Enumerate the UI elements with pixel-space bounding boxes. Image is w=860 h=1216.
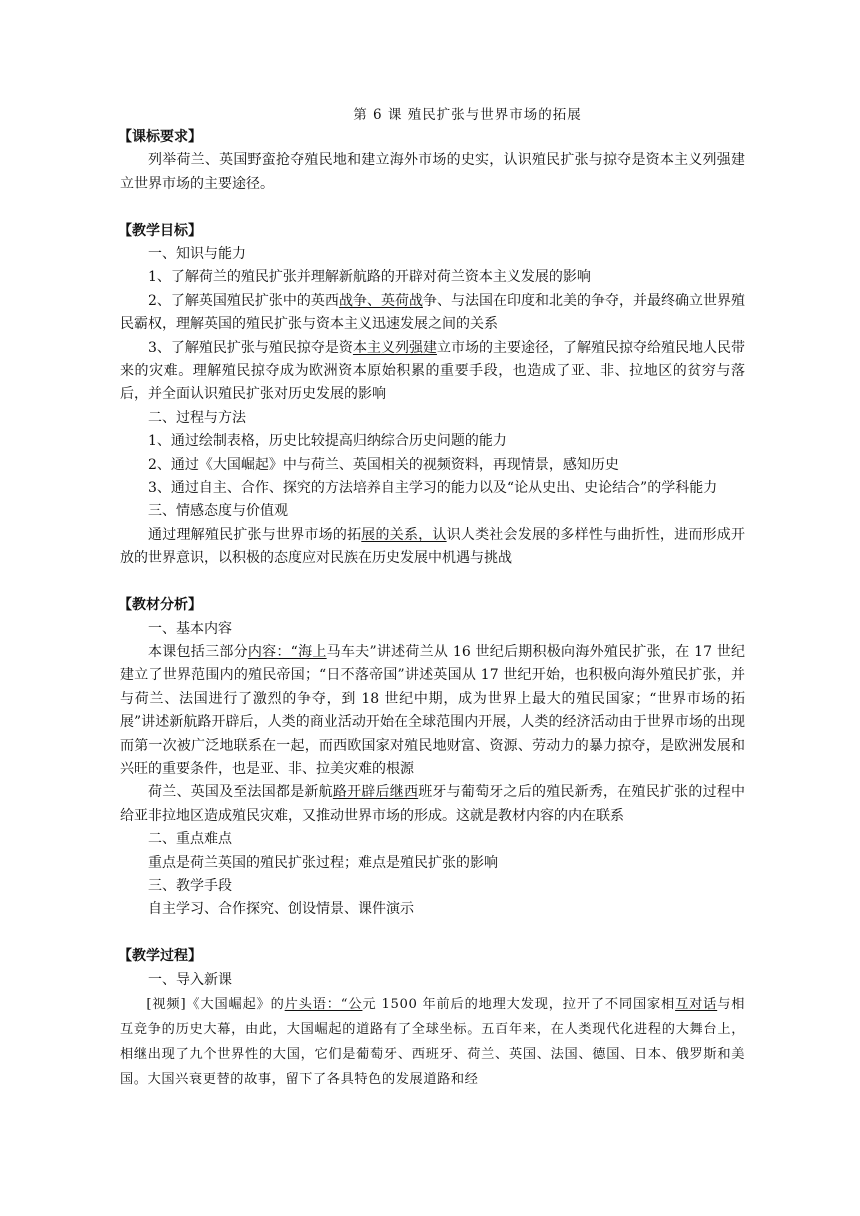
text-run: 立市场的主要途径，了解殖民掠夺给殖民地人民带来的灾难。理解殖民掠夺成为欧洲资本原始积累的重要手段，也造成了亚、非、拉地区的贫穷与落后，并全面认识殖民扩张对历史发展的影响: [120, 339, 745, 403]
underlined-text: 互对话: [675, 996, 718, 1012]
paragraph-curriculum: 列举荷兰、英国野蛮抢夺殖民地和建立海外市场的史实，认识殖民扩张与掠夺是资本主义列强建立世界市场的主要途径。: [120, 152, 745, 192]
text-run: 元 1500 年前后的地理大发现，拉开了不同国家相: [362, 996, 676, 1012]
document-page: [120, 100, 745, 1092]
text-run: 班牙与葡萄牙之后的殖民新秀，在殖民扩张的过程中给亚非拉地区造成殖民灾难，又推动世界市场的形成。这就是教材内容的内在联系: [120, 784, 746, 824]
text-run: 2、了解英国殖民扩张中的英西: [148, 292, 339, 309]
text-run: 3、了解殖民扩张与殖民掠夺是资: [148, 339, 353, 356]
text-run: 与相互竞争的历史大幕，由此，大国崛起的道路有了全球坐标。五百年来，在人类现代化进程的大舞台上，相继出现了九个世界性的大国，它们是葡萄牙、西班牙、荷兰、英国、法国、德国、日本、俄罗斯和美国。大国兴衰更替的故事，留下了各具特色的发展道路和经: [120, 996, 746, 1087]
analysis-paragraph: [120, 781, 745, 828]
text-run: 荷兰、英国及至法国都是新航: [148, 784, 333, 801]
underlined-text: 本主义列强建: [352, 339, 437, 356]
subheading-basic-content: 一、基本内容: [148, 620, 232, 637]
underlined-text: 战争、英荷战: [338, 292, 423, 309]
underlined-text: 片头语：“公: [284, 996, 363, 1012]
lesson-title: 第 6 课 殖民扩张与世界市场的拓展: [353, 107, 582, 123]
subheading-process: 二、过程与方法: [148, 409, 246, 426]
underlined-text: 路开辟后继西: [332, 784, 419, 801]
section-heading-analysis: 【教材分析】: [118, 597, 202, 614]
objective-item: 3、通过自主、合作、探究的方法培养自主学习的能力以及“论从史出、史论结合”的学科能力: [148, 480, 718, 497]
blank-line: [120, 571, 745, 594]
analysis-paragraph: [120, 641, 745, 781]
subheading-values: 三、情感态度与价值观: [148, 503, 288, 520]
underlined-text: 内容：“海上: [247, 643, 327, 660]
blank-line: [120, 196, 745, 219]
text-run: 争、与法国在印度和北美的争夺，并最终确立世界殖民霸权，理解英国的殖民扩张与资本主义迅速发展之间的关系: [120, 292, 745, 333]
video-quote-paragraph: [120, 992, 745, 1092]
subheading-key-points: 二、重点难点: [148, 831, 232, 848]
objective-item: 1、了解荷兰的殖民扩张并理解新航路的开辟对荷兰资本主义发展的影响: [148, 269, 591, 286]
objective-item: [120, 524, 745, 571]
blank-line: [120, 922, 745, 945]
subheading-introduction: 一、导入新课: [148, 971, 232, 988]
underlined-text: 展的关系，认: [361, 526, 447, 543]
objective-item: [120, 337, 745, 407]
section-heading-objectives: 【教学目标】: [118, 222, 202, 239]
section-heading-process: 【教学过程】: [118, 948, 202, 965]
subheading-knowledge: 一、知识与能力: [148, 246, 246, 263]
analysis-paragraph: 自主学习、合作探究、创设情景、课件演示: [148, 901, 414, 918]
section-heading-curriculum: 【课标要求】: [118, 129, 202, 145]
subheading-teaching-means: 三、教学手段: [148, 877, 232, 894]
text-run: 识人类社会发展的多样性与曲折性，进而形成开放的世界意识，以积极的态度应对民族在历史发展中机遇与挑战: [120, 526, 746, 567]
analysis-paragraph: 重点是荷兰英国的殖民扩张过程；难点是殖民扩张的影响: [148, 854, 498, 871]
text-run: 通过理解殖民扩张与世界市场的拓: [148, 526, 362, 543]
text-run: 马车夫”讲述荷兰从 16 世纪后期积极向海外殖民扩张，在 17 世纪建立了世界范围内的殖民帝国；“日不落帝国”讲述英国从 17 世纪开始，也积极向海外殖民扩张，并与荷兰、法国进行了激烈的争夺，到 18 世纪中期，成为世界上最大的殖民国家；“世界市场的拓展”讲述新航路开辟后，人类的商业活动开始在全球范围内开展，人类的经济活动由于世界市场的出现而第一次被广泛地联系在一起，而西欧国家对殖民地财富、资源、劳动力的暴力掠夺，是欧洲发展和兴旺的重要条件，也是亚、非、拉美灾难的根源: [120, 643, 745, 777]
objective-item: 2、通过《大国崛起》中与荷兰、英国相关的视频资料，再现情景，感知历史: [148, 456, 619, 473]
text-run: 本课包括三部分: [148, 643, 248, 660]
objective-item: [120, 290, 745, 337]
objective-item: 1、通过绘制表格，历史比较提高归纳综合历史问题的能力: [148, 433, 507, 450]
text-run: [视频]《大国崛起》的: [146, 996, 285, 1012]
